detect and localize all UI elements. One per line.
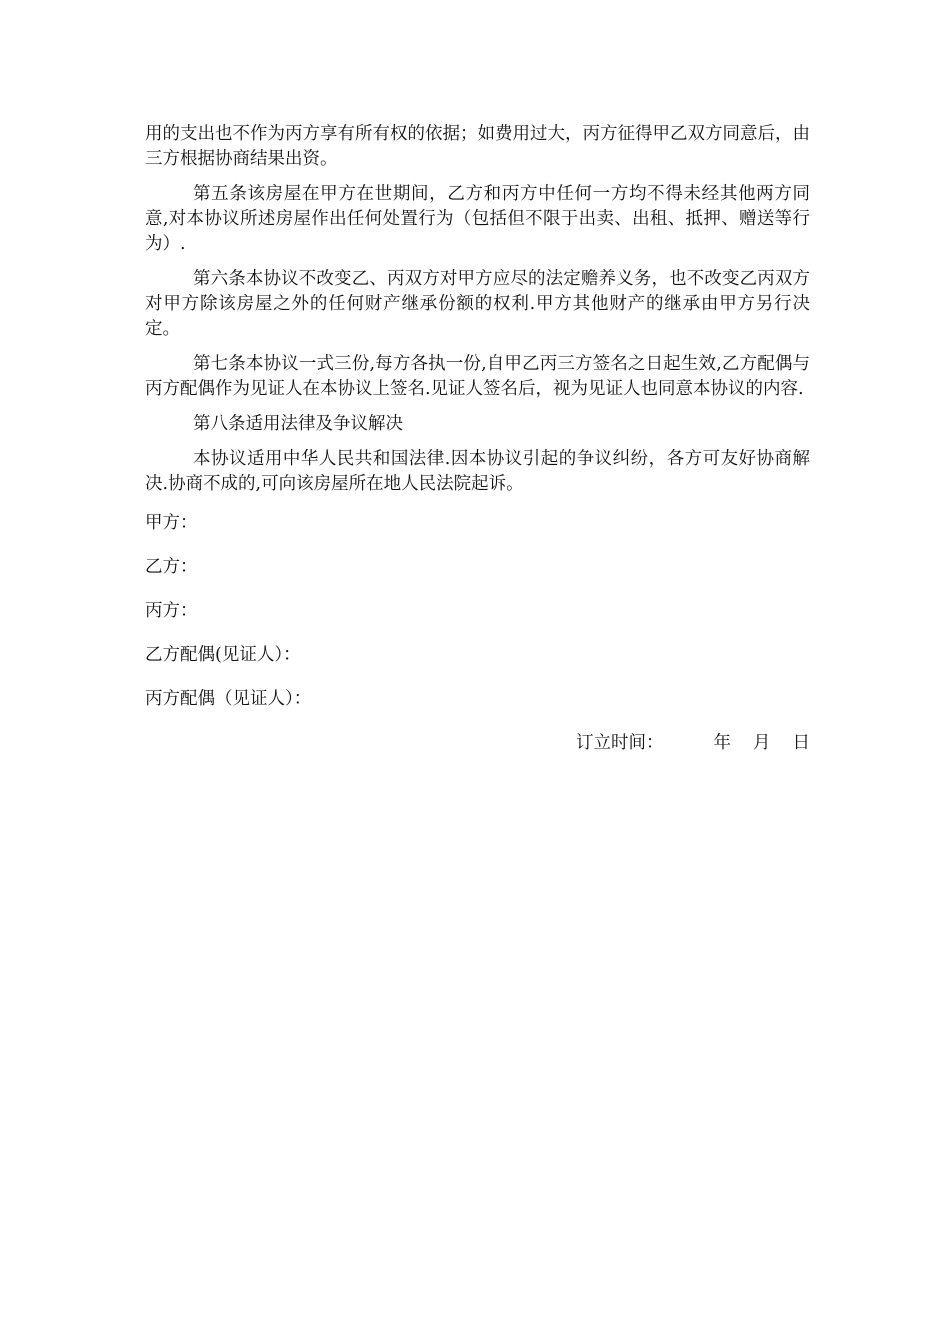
document-page (145, 122, 810, 756)
signature-party-a: 甲方： (145, 513, 198, 533)
signing-date-year: 年 (713, 733, 731, 753)
signature-party-b: 乙方： (145, 557, 198, 577)
signature-party-c: 丙方： (145, 601, 198, 621)
signing-date-month: 月 (753, 733, 771, 753)
signature-party-b-spouse: 乙方配偶(见证人）： (145, 645, 301, 665)
signing-date-label: 订立时间： (576, 733, 664, 753)
signature-party-c-spouse: 丙方配偶（见证人）： (145, 689, 312, 709)
signing-date-row (145, 731, 810, 756)
signature-block (145, 511, 810, 712)
paragraph-article-6: 第六条本协议不改变乙、丙双方对甲方应尽的法定赡养义务，也不改变乙丙双方对甲方除该房屋之外的任何财产继承份额的权利.甲方其他财产的继承由甲方另行决定。 (145, 269, 810, 339)
article-8-heading: 第八条适用法律及争议解决 (193, 414, 403, 434)
signing-date-day: 日 (792, 733, 810, 753)
paragraph-article-5: 第五条该房屋在甲方在世期间，乙方和丙方中任何一方均不得未经其他两方同意,对本协议所述房屋作出任何处置行为（包括但不限于出卖、出租、抵押、赠送等行为）. (145, 184, 810, 254)
paragraph-article-7: 第七条本协议一式三份,每方各执一份,自甲乙丙三方签名之日起生效,乙方配偶与丙方配偶作为见证人在本协议上签名.见证人签名后，视为见证人也同意本协议的内容. (145, 354, 810, 399)
paragraph-continuation: 用的支出也不作为丙方享有所有权的依据；如费用过大，丙方征得甲乙双方同意后，由三方根据协商结果出资。 (145, 124, 810, 169)
paragraph-article-8-body: 本协议适用中华人民共和国法律.因本协议引起的争议纠纷，各方可友好协商解决.协商不成的,可向该房屋所在地人民法院起诉。 (145, 449, 810, 494)
